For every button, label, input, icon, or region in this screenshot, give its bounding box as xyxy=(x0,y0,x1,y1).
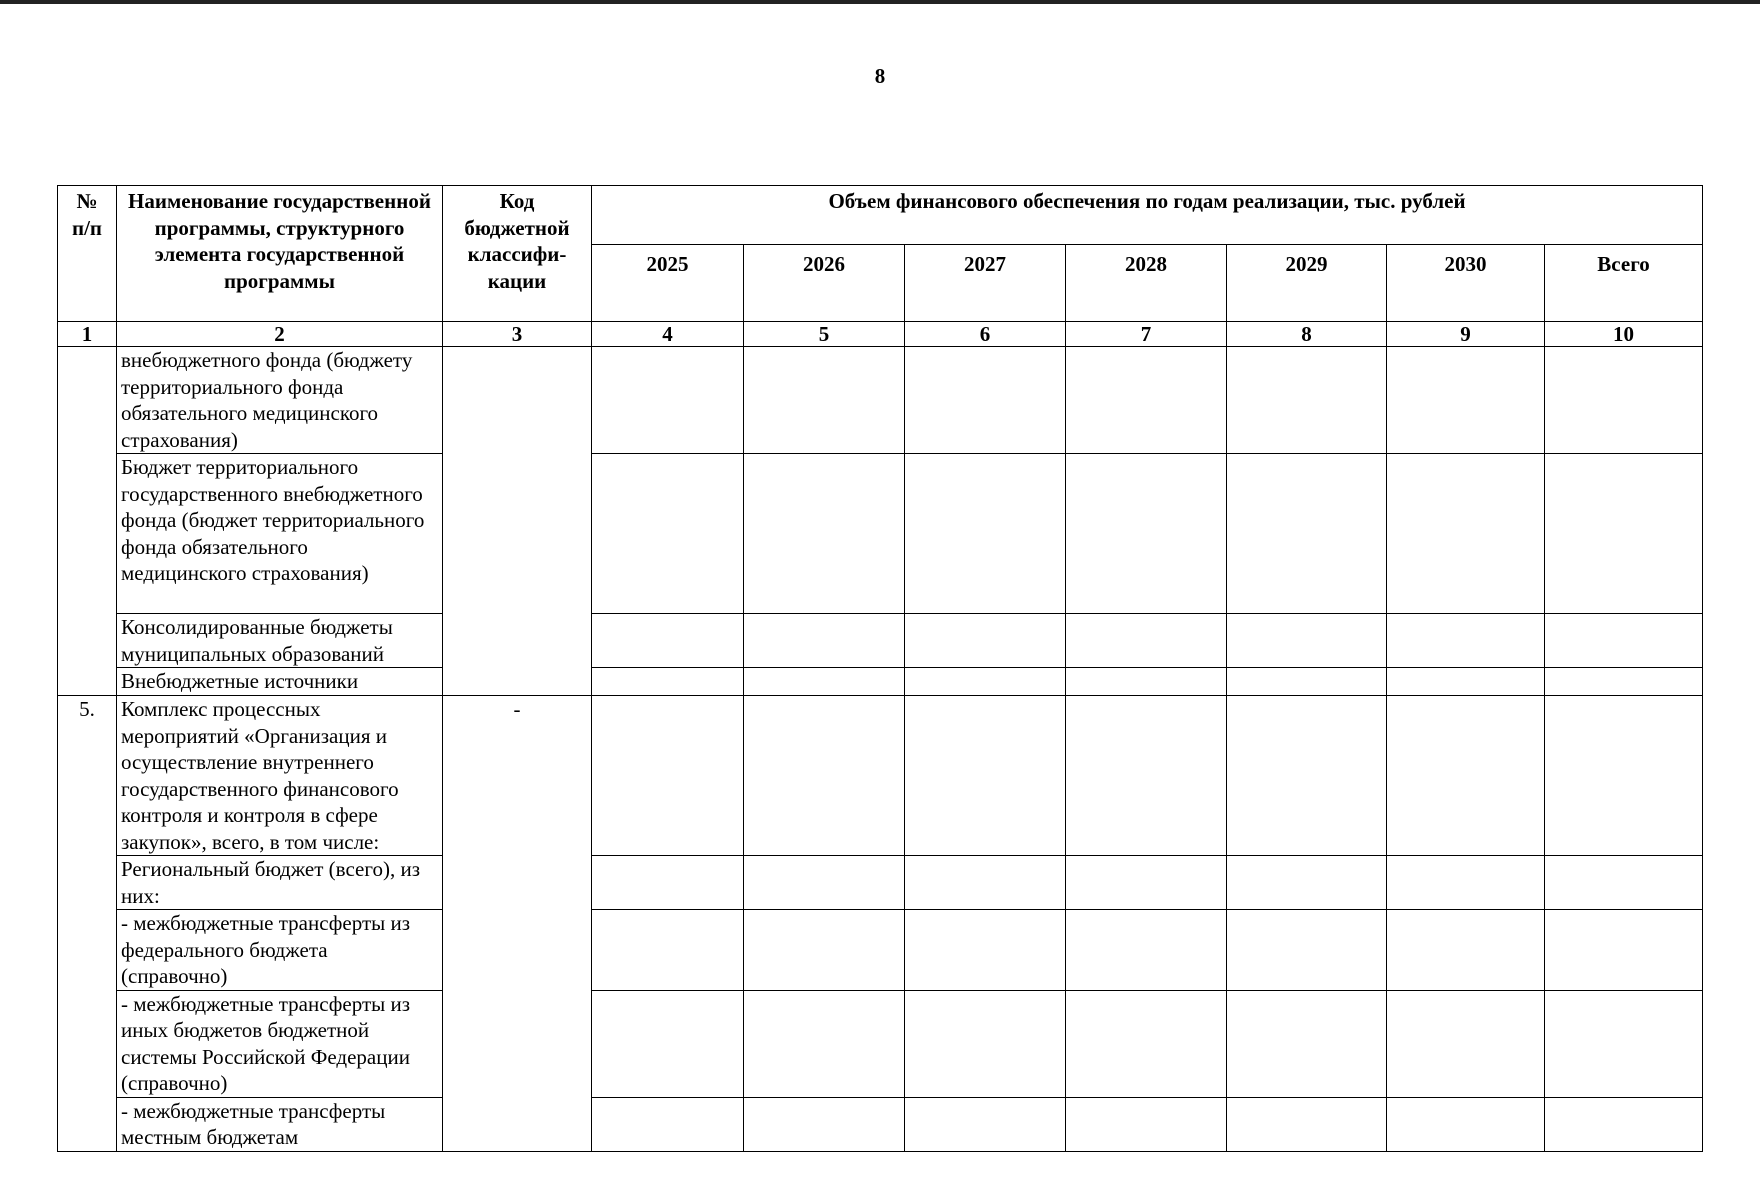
top-border-line xyxy=(0,0,1760,4)
column-number: 1 xyxy=(58,322,117,347)
column-number: 7 xyxy=(1066,322,1227,347)
row-name-cell: Комплекс процессных мероприятий «Организация и осуществление внутреннего государственного финансового контроля и контроля в сфере закупок», всего, в том числе: xyxy=(117,696,443,856)
value-cell xyxy=(1066,1097,1227,1151)
value-cell xyxy=(1066,668,1227,696)
value-cell xyxy=(1387,910,1545,991)
value-cell xyxy=(1227,990,1387,1097)
value-cell xyxy=(905,910,1066,991)
row-name-cell: Внебюджетные источники xyxy=(117,668,443,696)
row-code-cell xyxy=(443,347,592,696)
value-cell xyxy=(1066,347,1227,454)
column-numbers-row xyxy=(58,322,1703,347)
table-row xyxy=(58,454,1703,614)
value-cell xyxy=(1387,347,1545,454)
value-cell xyxy=(1545,668,1703,696)
value-cell xyxy=(592,454,744,614)
value-cell xyxy=(1227,910,1387,991)
table-row xyxy=(58,696,1703,856)
value-cell xyxy=(1066,856,1227,910)
value-cell xyxy=(905,1097,1066,1151)
header-year-2026: 2026 xyxy=(744,245,905,322)
value-cell xyxy=(1227,454,1387,614)
value-cell xyxy=(744,454,905,614)
table-row xyxy=(58,347,1703,454)
value-cell xyxy=(1387,1097,1545,1151)
value-cell xyxy=(905,668,1066,696)
value-cell xyxy=(592,696,744,856)
value-cell xyxy=(744,990,905,1097)
header-row-number: № п/п xyxy=(58,186,117,322)
value-cell xyxy=(1066,454,1227,614)
value-cell xyxy=(744,614,905,668)
value-cell xyxy=(1545,1097,1703,1151)
table-header-row xyxy=(58,186,1703,245)
value-cell xyxy=(592,990,744,1097)
value-cell xyxy=(592,910,744,991)
value-cell xyxy=(592,614,744,668)
value-cell xyxy=(905,856,1066,910)
value-cell xyxy=(1545,347,1703,454)
value-cell xyxy=(1387,668,1545,696)
column-number: 8 xyxy=(1227,322,1387,347)
column-number: 6 xyxy=(905,322,1066,347)
value-cell xyxy=(1066,614,1227,668)
header-year-2029: 2029 xyxy=(1227,245,1387,322)
value-cell xyxy=(1545,454,1703,614)
header-program-name: Наименование государственной программы, структурного элемента государственной программы xyxy=(117,186,443,322)
row-name-cell: Региональный бюджет (всего), из них: xyxy=(117,856,443,910)
value-cell xyxy=(1227,1097,1387,1151)
value-cell xyxy=(1227,347,1387,454)
column-number: 5 xyxy=(744,322,905,347)
value-cell xyxy=(1387,696,1545,856)
header-year-2027: 2027 xyxy=(905,245,1066,322)
value-cell xyxy=(1066,910,1227,991)
column-number: 2 xyxy=(117,322,443,347)
value-cell xyxy=(744,347,905,454)
value-cell xyxy=(905,614,1066,668)
value-cell xyxy=(1545,614,1703,668)
value-cell xyxy=(592,668,744,696)
row-name-cell: - межбюджетные трансферты из федерального бюджета (справочно) xyxy=(117,910,443,991)
value-cell xyxy=(1387,454,1545,614)
value-cell xyxy=(592,856,744,910)
value-cell xyxy=(1227,614,1387,668)
value-cell xyxy=(905,990,1066,1097)
table-row xyxy=(58,990,1703,1097)
value-cell xyxy=(1066,990,1227,1097)
row-code-cell: - xyxy=(443,696,592,1152)
value-cell xyxy=(1227,668,1387,696)
row-name-cell: Бюджет территориального государственного внебюджетного фонда (бюджет территориального фонда обязательного медицинского страхования) xyxy=(117,454,443,614)
table-row xyxy=(58,910,1703,991)
table-row xyxy=(58,1097,1703,1151)
value-cell xyxy=(1545,990,1703,1097)
header-funding-volume: Объем финансового обеспечения по годам реализации, тыс. рублей xyxy=(592,186,1703,245)
value-cell xyxy=(1387,614,1545,668)
value-cell xyxy=(592,1097,744,1151)
column-number: 4 xyxy=(592,322,744,347)
row-name-cell: - межбюджетные трансферты из иных бюджетов бюджетной системы Российской Федерации (справочно) xyxy=(117,990,443,1097)
value-cell xyxy=(905,454,1066,614)
value-cell xyxy=(905,347,1066,454)
row-name-cell: Консолидированные бюджеты муниципальных образований xyxy=(117,614,443,668)
table-row xyxy=(58,856,1703,910)
row-name-cell: внебюджетного фонда (бюджету территориального фонда обязательного медицинского страхования) xyxy=(117,347,443,454)
value-cell xyxy=(744,1097,905,1151)
value-cell xyxy=(1227,856,1387,910)
value-cell xyxy=(1066,696,1227,856)
header-year-2030: 2030 xyxy=(1387,245,1545,322)
value-cell xyxy=(744,856,905,910)
value-cell xyxy=(1387,990,1545,1097)
value-cell xyxy=(1387,856,1545,910)
header-year-2028: 2028 xyxy=(1066,245,1227,322)
row-name-cell: - межбюджетные трансферты местным бюджетам xyxy=(117,1097,443,1151)
value-cell xyxy=(1545,696,1703,856)
table-row xyxy=(58,668,1703,696)
column-number: 10 xyxy=(1545,322,1703,347)
value-cell xyxy=(1545,856,1703,910)
header-budget-code: Код бюджетной классифи-кации xyxy=(443,186,592,322)
column-number: 9 xyxy=(1387,322,1545,347)
value-cell xyxy=(744,668,905,696)
value-cell xyxy=(905,696,1066,856)
page-number: 8 xyxy=(874,64,886,88)
budget-table xyxy=(57,185,1703,1152)
value-cell xyxy=(744,910,905,991)
value-cell xyxy=(744,696,905,856)
value-cell xyxy=(592,347,744,454)
row-number-cell xyxy=(58,347,117,696)
value-cell xyxy=(1227,696,1387,856)
column-number: 3 xyxy=(443,322,592,347)
header-total: Всего xyxy=(1545,245,1703,322)
table-row xyxy=(58,614,1703,668)
value-cell xyxy=(1545,910,1703,991)
header-year-2025: 2025 xyxy=(592,245,744,322)
row-number-cell: 5. xyxy=(58,696,117,1152)
